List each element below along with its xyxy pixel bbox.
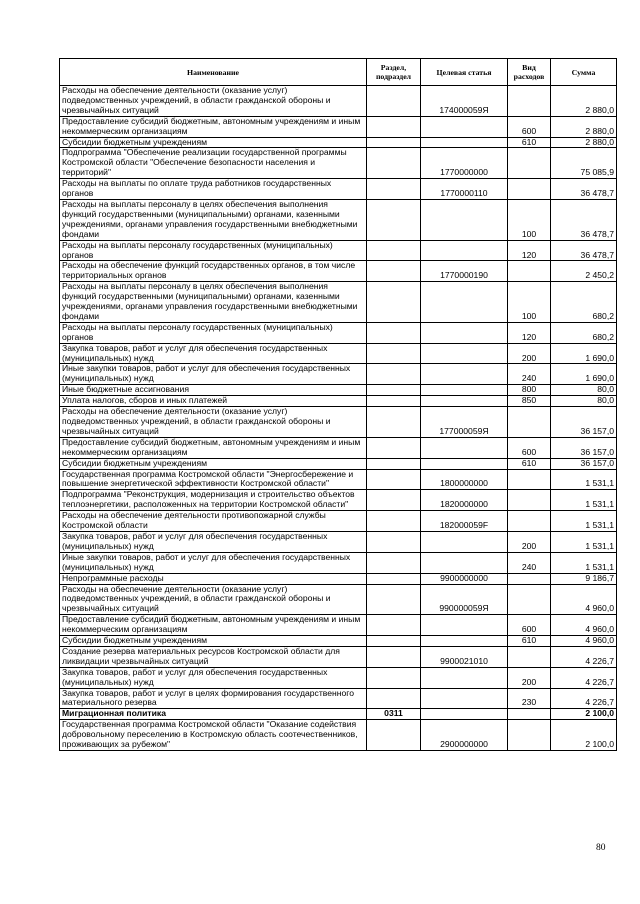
row-section [367,137,421,148]
row-amount: 1 690,0 [551,343,617,364]
row-amount: 4 960,0 [551,584,617,615]
row-section [367,511,421,532]
row-amount: 1 531,1 [551,511,617,532]
table-row [60,636,617,647]
row-name: Уплата налогов, сборов и иных платежей [60,396,367,407]
row-section [367,407,421,438]
row-section: 0311 [367,709,421,720]
table-row [60,137,617,148]
row-name: Субсидии бюджетным учреждениям [60,636,367,647]
row-name: Иные закупки товаров, работ и услуг для обеспечения государственных (муниципальных) нужд [60,552,367,573]
row-name: Государственная программа Костромской области "Энергосбережение и повышение энергетической эффективности Костромской области" [60,469,367,490]
row-amount: 9 186,7 [551,573,617,584]
row-section [367,179,421,200]
row-name: Расходы на обеспечение деятельности противопожарной службы Костромской области [60,511,367,532]
table-row [60,573,617,584]
header-section: Раздел, подраздел [367,59,421,86]
row-amount: 2 100,0 [551,709,617,720]
table-row [60,688,617,709]
row-expense-type [508,709,551,720]
row-amount: 680,2 [551,322,617,343]
row-section [367,636,421,647]
row-section [367,615,421,636]
row-expense-type [508,407,551,438]
row-target-article [421,636,508,647]
row-target-article: 1770000000 [421,148,508,179]
table-row [60,490,617,511]
header-name: Наименование [60,59,367,86]
row-target-article [421,709,508,720]
row-amount: 4 960,0 [551,615,617,636]
table-row [60,469,617,490]
row-section [367,458,421,469]
row-section [367,261,421,282]
row-expense-type: 850 [508,396,551,407]
row-name: Расходы на выплаты персоналу в целях обеспечения выполнения функций государственными (муниципальными) органами, казенными учреждениями, органами управления государственными внебюджетными фондами [60,282,367,323]
row-section [367,667,421,688]
row-target-article [421,343,508,364]
row-expense-type: 200 [508,343,551,364]
table-row [60,646,617,667]
row-expense-type: 120 [508,322,551,343]
row-amount: 2 880,0 [551,86,617,117]
row-name: Субсидии бюджетным учреждениям [60,458,367,469]
row-name: Иные закупки товаров, работ и услуг для обеспечения государственных (муниципальных) нужд [60,364,367,385]
row-amount: 36 157,0 [551,407,617,438]
row-name: Закупка товаров, работ и услуг в целях формирования государственного материального резерва [60,688,367,709]
table-header-row [60,59,617,86]
row-expense-type: 240 [508,364,551,385]
row-target-article: 1770000190 [421,261,508,282]
row-expense-type [508,490,551,511]
row-target-article: 9900000000 [421,573,508,584]
table-row [60,511,617,532]
row-expense-type: 800 [508,385,551,396]
row-expense-type [508,511,551,532]
row-expense-type: 230 [508,688,551,709]
row-amount: 2 880,0 [551,137,617,148]
row-amount: 4 226,7 [551,688,617,709]
row-target-article: 1800000000 [421,469,508,490]
row-amount: 680,2 [551,282,617,323]
row-section [367,148,421,179]
row-section [367,584,421,615]
row-expense-type: 600 [508,116,551,137]
row-target-article [421,531,508,552]
row-name: Иные бюджетные ассигнования [60,385,367,396]
table-row [60,531,617,552]
row-amount: 1 531,1 [551,531,617,552]
row-section [367,646,421,667]
row-amount: 75 085,9 [551,148,617,179]
row-name: Подпрограмма "Реконструкция, модернизация и строительство объектов теплоэнергетики, расположенных на территории Костромской области" [60,490,367,511]
row-amount: 1 531,1 [551,552,617,573]
row-name: Миграционная политика [60,709,367,720]
table-row [60,282,617,323]
row-name: Расходы на обеспечение функций государственных органов, в том числе территориальных органов [60,261,367,282]
table-row [60,615,617,636]
row-section [367,437,421,458]
row-section [367,199,421,240]
table-row [60,437,617,458]
row-target-article [421,688,508,709]
row-amount: 1 531,1 [551,469,617,490]
table-row [60,364,617,385]
row-amount: 1 531,1 [551,490,617,511]
row-section [367,322,421,343]
page-number: 80 [596,843,606,853]
row-amount: 36 157,0 [551,458,617,469]
row-name: Закупка товаров, работ и услуг для обеспечения государственных (муниципальных) нужд [60,667,367,688]
row-target-article [421,615,508,636]
row-target-article: 174000059Я [421,86,508,117]
row-target-article [421,385,508,396]
table-row [60,343,617,364]
row-expense-type: 120 [508,240,551,261]
table-body [60,86,617,751]
row-target-article: 990000059Я [421,584,508,615]
row-section [367,490,421,511]
row-name: Субсидии бюджетным учреждениям [60,137,367,148]
row-expense-type [508,148,551,179]
row-section [367,240,421,261]
row-target-article [421,322,508,343]
row-target-article [421,240,508,261]
row-target-article [421,437,508,458]
table-row [60,116,617,137]
row-amount: 80,0 [551,385,617,396]
row-expense-type [508,261,551,282]
table-row [60,407,617,438]
row-section [367,86,421,117]
row-amount: 36 478,7 [551,199,617,240]
row-section [367,364,421,385]
row-target-article: 1770000110 [421,179,508,200]
row-target-article: 2900000000 [421,720,508,751]
row-name: Расходы на выплаты персоналу государственных (муниципальных) органов [60,240,367,261]
row-name: Расходы на выплаты по оплате труда работников государственных органов [60,179,367,200]
row-amount: 36 478,7 [551,179,617,200]
row-section [367,343,421,364]
row-target-article: 182000059F [421,511,508,532]
table-row [60,709,617,720]
row-expense-type: 100 [508,282,551,323]
row-name: Предоставление субсидий бюджетным, автономным учреждениям и иным некоммерческим организациям [60,615,367,636]
row-target-article: 9900021010 [421,646,508,667]
row-expense-type [508,573,551,584]
row-section [367,385,421,396]
row-section [367,573,421,584]
row-target-article [421,116,508,137]
row-name: Закупка товаров, работ и услуг для обеспечения государственных (муниципальных) нужд [60,343,367,364]
table-row [60,322,617,343]
row-amount: 80,0 [551,396,617,407]
row-name: Расходы на обеспечение деятельности (оказание услуг) подведомственных учреждений, в области гражданской обороны и чрезвычайных ситуаций [60,86,367,117]
row-target-article [421,458,508,469]
row-target-article [421,199,508,240]
row-expense-type: 600 [508,437,551,458]
table-row [60,86,617,117]
row-section [367,720,421,751]
row-expense-type: 100 [508,199,551,240]
row-expense-type: 200 [508,531,551,552]
row-section [367,531,421,552]
table-row [60,199,617,240]
header-amount: Сумма [551,59,617,86]
row-name: Государственная программа Костромской области "Оказание содействия добровольному переселению в Костромскую область соотечественников, проживающих за рубежом" [60,720,367,751]
table-row [60,385,617,396]
row-section [367,688,421,709]
row-amount: 4 226,7 [551,646,617,667]
row-target-article: 177000059Я [421,407,508,438]
table-row [60,584,617,615]
row-amount: 2 450,2 [551,261,617,282]
row-amount: 4 226,7 [551,667,617,688]
row-expense-type: 610 [508,137,551,148]
table-row [60,667,617,688]
row-section [367,552,421,573]
table-row [60,240,617,261]
table-row [60,396,617,407]
row-expense-type [508,86,551,117]
row-expense-type: 200 [508,667,551,688]
row-target-article [421,396,508,407]
row-target-article [421,552,508,573]
row-expense-type [508,646,551,667]
row-section [367,469,421,490]
table-row [60,148,617,179]
row-amount: 1 690,0 [551,364,617,385]
row-section [367,116,421,137]
row-name: Создание резерва материальных ресурсов Костромской области для ликвидации чрезвычайных ситуаций [60,646,367,667]
table-row [60,261,617,282]
table-row [60,720,617,751]
row-name: Расходы на обеспечение деятельности (оказание услуг) подведомственных учреждений, в области гражданской обороны и чрезвычайных ситуаций [60,584,367,615]
row-section [367,282,421,323]
row-target-article [421,667,508,688]
header-target-article: Целевая статья [421,59,508,86]
row-amount: 2 880,0 [551,116,617,137]
table-row [60,552,617,573]
row-target-article: 1820000000 [421,490,508,511]
row-expense-type: 240 [508,552,551,573]
row-target-article [421,282,508,323]
row-name: Предоставление субсидий бюджетным, автономным учреждениям и иным некоммерческим организациям [60,437,367,458]
row-name: Подпрограмма "Обеспечение реализации государственной программы Костромской области "Обеспечение безопасности населения и территорий" [60,148,367,179]
table-row [60,179,617,200]
row-expense-type [508,179,551,200]
row-amount: 2 100,0 [551,720,617,751]
row-name: Расходы на выплаты персоналу государственных (муниципальных) органов [60,322,367,343]
row-expense-type [508,469,551,490]
row-target-article [421,137,508,148]
row-amount: 36 478,7 [551,240,617,261]
row-name: Закупка товаров, работ и услуг для обеспечения государственных (муниципальных) нужд [60,531,367,552]
header-expense-type: Вид расходов [508,59,551,86]
row-name: Расходы на выплаты персоналу в целях обеспечения выполнения функций государственными (муниципальными) органами, казенными учреждениями, органами управления государственными внебюджетными фондами [60,199,367,240]
row-name: Предоставление субсидий бюджетным, автономным учреждениям и иным некоммерческим организациям [60,116,367,137]
row-amount: 4 960,0 [551,636,617,647]
row-expense-type [508,584,551,615]
row-name: Непрограммные расходы [60,573,367,584]
row-expense-type: 600 [508,615,551,636]
row-expense-type: 610 [508,636,551,647]
row-expense-type [508,720,551,751]
row-expense-type: 610 [508,458,551,469]
row-target-article [421,364,508,385]
row-section [367,396,421,407]
row-amount: 36 157,0 [551,437,617,458]
budget-table [59,58,617,751]
row-name: Расходы на обеспечение деятельности (оказание услуг) подведомственных учреждений, в области гражданской обороны и чрезвычайных ситуаций [60,407,367,438]
table-row [60,458,617,469]
